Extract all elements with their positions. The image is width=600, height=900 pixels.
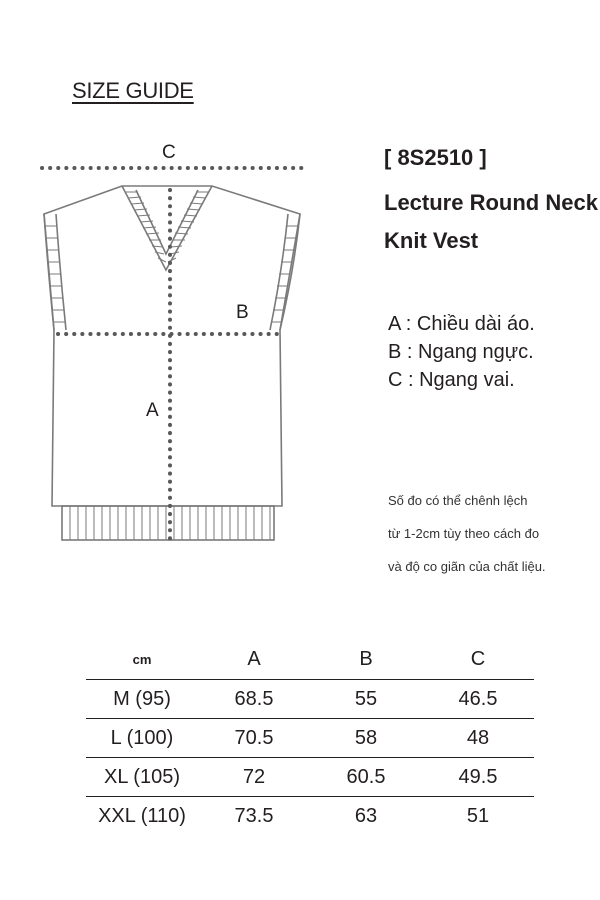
value-c-cell: 46.5 bbox=[422, 680, 534, 719]
value-b-cell: 55 bbox=[310, 680, 422, 719]
legend-item-b: B : Ngang ngực. bbox=[388, 341, 534, 363]
value-a-cell: 70.5 bbox=[198, 719, 310, 758]
value-b-cell: 58 bbox=[310, 719, 422, 758]
size-cell: XXL (110) bbox=[86, 797, 198, 836]
vest-diagram bbox=[0, 0, 340, 560]
table-row bbox=[86, 719, 534, 758]
value-a-cell: 73.5 bbox=[198, 797, 310, 836]
diagram-label-c: C bbox=[162, 142, 176, 163]
table-row bbox=[86, 758, 534, 797]
product-name bbox=[384, 184, 598, 260]
note-line-2: từ 1-2cm tùy theo cách đo bbox=[388, 526, 540, 541]
legend-item-a: A : Chiều dài áo. bbox=[388, 313, 535, 335]
size-table bbox=[86, 640, 534, 835]
product-sku: [ 8S2510 ] bbox=[384, 145, 487, 170]
page-title: SIZE GUIDE bbox=[72, 78, 194, 103]
value-b-cell: 60.5 bbox=[310, 758, 422, 797]
diagram-label-a: A bbox=[146, 400, 159, 421]
legend-item-c: C : Ngang vai. bbox=[388, 369, 515, 391]
value-c-cell: 48 bbox=[422, 719, 534, 758]
header-a: A bbox=[247, 648, 261, 670]
header-c: C bbox=[470, 648, 486, 670]
size-cell: M (95) bbox=[86, 680, 198, 719]
value-a-cell: 72 bbox=[198, 758, 310, 797]
size-cell: XL (105) bbox=[86, 758, 198, 797]
value-c-cell: 51 bbox=[422, 797, 534, 836]
header-b: B bbox=[359, 648, 373, 670]
value-a-cell: 68.5 bbox=[198, 680, 310, 719]
vest-outline bbox=[44, 186, 300, 506]
note-line-1: Số đo có thể chênh lệch bbox=[388, 493, 528, 508]
value-b-cell: 63 bbox=[310, 797, 422, 836]
size-table-header bbox=[86, 640, 534, 680]
note-line-3: và độ co giãn của chất liệu. bbox=[388, 559, 546, 574]
product-name-line-2: Knit Vest bbox=[384, 228, 479, 253]
table-row bbox=[86, 680, 534, 719]
diagram-label-b: B bbox=[236, 302, 249, 323]
value-c-cell: 49.5 bbox=[422, 758, 534, 797]
header-unit: cm bbox=[132, 652, 152, 667]
product-name-line-1: Lecture Round Neck bbox=[384, 190, 598, 215]
size-cell: L (100) bbox=[86, 719, 198, 758]
measurement-note bbox=[388, 484, 546, 583]
measurement-legend bbox=[388, 310, 535, 394]
table-row bbox=[86, 797, 534, 836]
